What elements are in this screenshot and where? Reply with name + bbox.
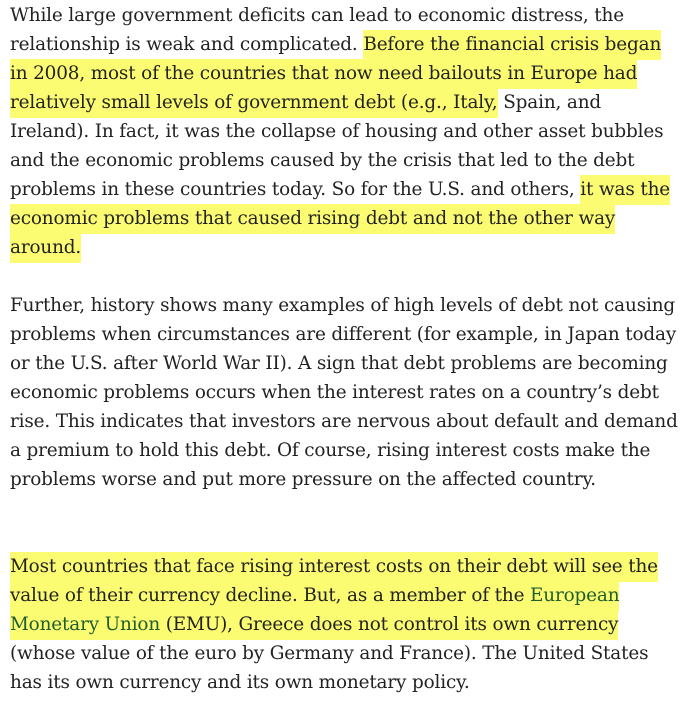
paragraph-deficits <box>10 1 682 262</box>
highlighted-text: Before the financial crisis began in 2008, most of the countries that now need bailouts in Europe had relatively small levels of government debt (e.g., Italy, <box>10 30 661 118</box>
paragraph-history <box>10 291 682 494</box>
highlighted-text: Most countries that face rising interest costs on their debt will see the value of their currency decline. But, as a member of the <box>10 552 658 611</box>
emu-link[interactable]: European Monetary Union <box>10 581 619 640</box>
document-body <box>10 1 682 697</box>
text-segment: Spain, and Ireland). In fact, it was the collapse of housing and other asset bubbles and the economic problems caused by the crisis that led to the debt problems in these countries today. So for the U.S. and others, <box>10 92 664 200</box>
highlighted-text: it was the economic problems that caused rising debt and not the other way around. <box>10 175 670 263</box>
text-segment: While large government deficits can lead to economic distress, the relationship is weak and complicated. <box>10 5 624 55</box>
text-segment: (whose value of the euro by Germany and France). The United States has its own currency and its own monetary policy. <box>10 643 649 693</box>
paragraph-currency <box>10 552 682 697</box>
highlighted-text: (EMU), Greece does not control its own currency <box>160 610 618 640</box>
text-segment: Further, history shows many examples of high levels of debt not causing problems when circumstances are different (for example, in Japan today or the U.S. after World War II). A sign that debt problems are becoming economic problems occurs when the interest rates on a country’s debt rise. This indicates that investors are nervous about default and demand a premium to hold this debt. Of course, rising interest costs make the problems worse and put more pressure on the affected country. <box>10 295 678 490</box>
